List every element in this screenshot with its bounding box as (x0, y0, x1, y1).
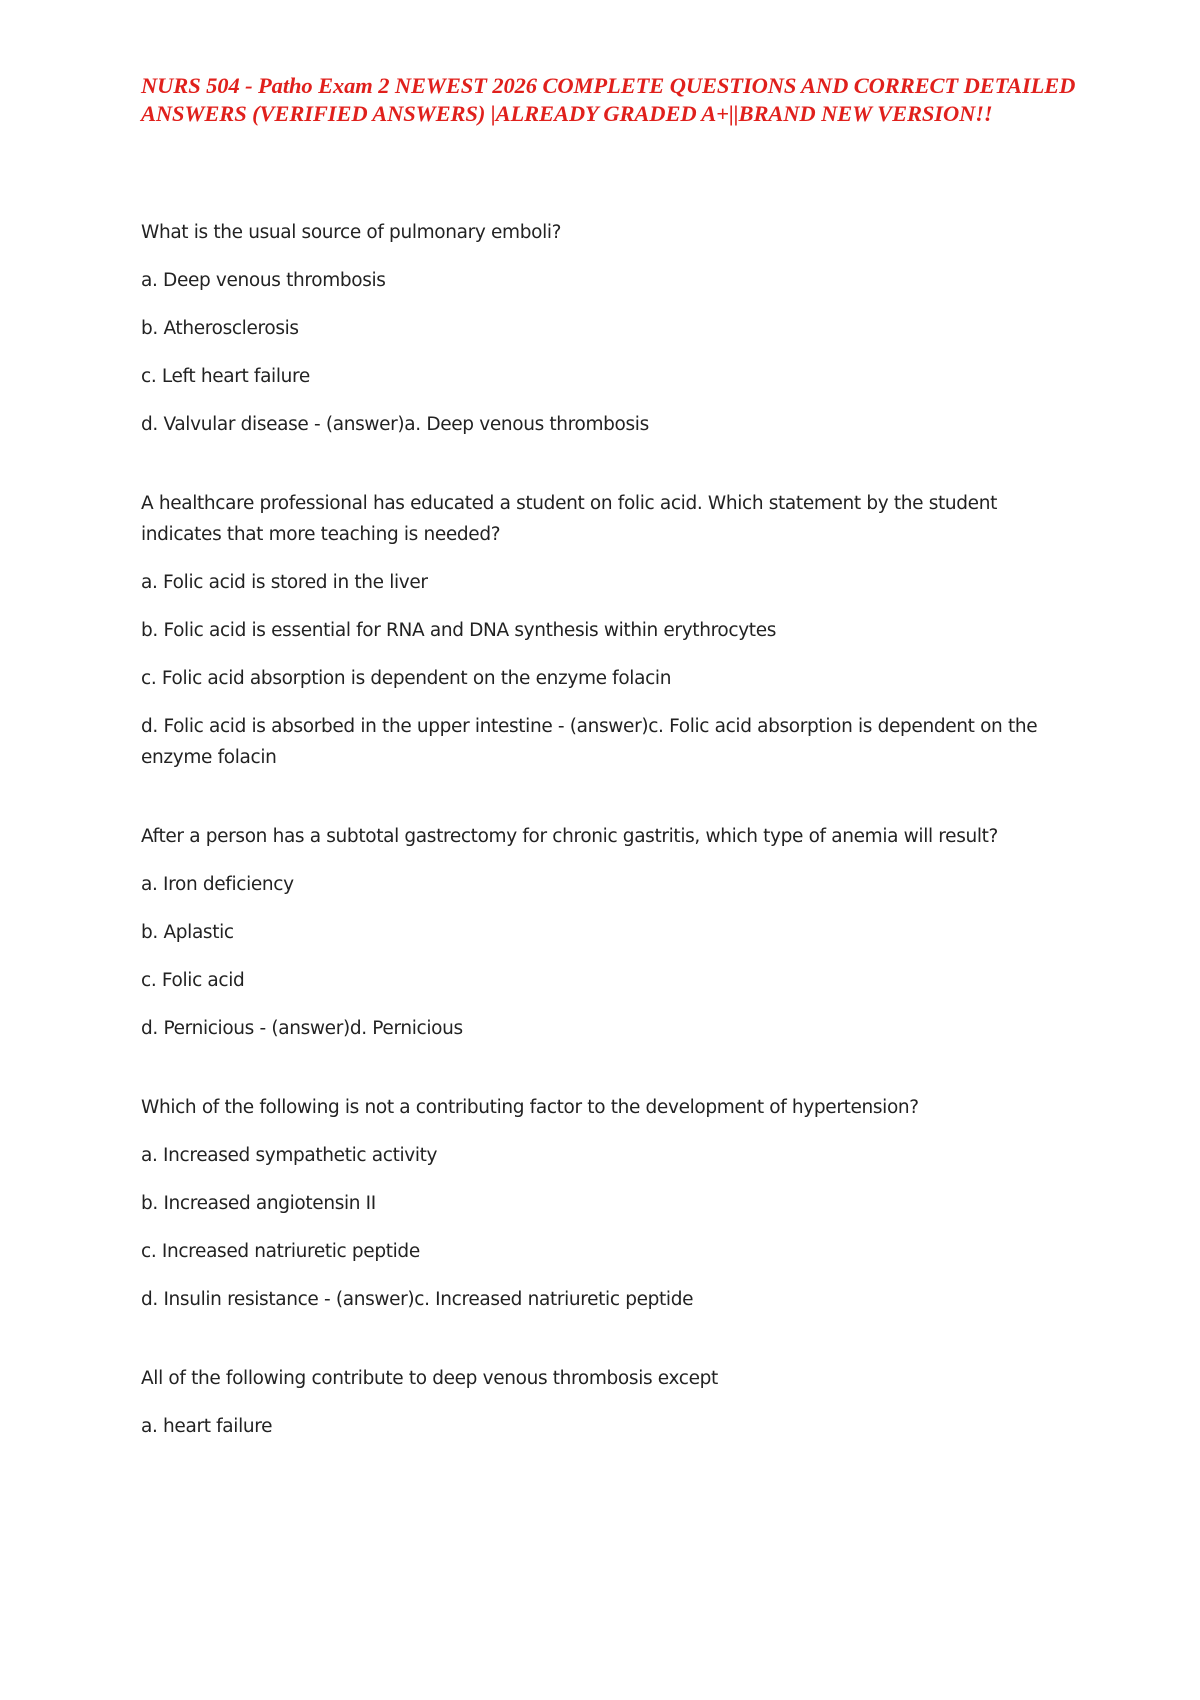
answer-option: b. Atherosclerosis (141, 318, 299, 339)
answer-option: d. Folic acid is absorbed in the upper intestine - (answer)c. Folic acid absorption is dependent on the enzyme folacin (141, 716, 1038, 768)
answer-option: c. Folic acid (141, 970, 245, 991)
question-block (141, 217, 1061, 440)
answer-option: c. Increased natriuretic peptide (141, 1241, 420, 1262)
answer-option: d. Insulin resistance - (answer)c. Increased natriuretic peptide (141, 1289, 694, 1310)
question-text: A healthcare professional has educated a student on folic acid. Which statement by the student indicates that more teaching is needed? (141, 493, 997, 545)
answer-option: a. Iron deficiency (141, 874, 294, 895)
question-block (141, 821, 1061, 1044)
question-block (141, 1363, 1061, 1442)
answer-option: d. Pernicious - (answer)d. Pernicious (141, 1018, 463, 1039)
question-text: All of the following contribute to deep venous thrombosis except (141, 1368, 718, 1389)
question-text: What is the usual source of pulmonary emboli? (141, 222, 562, 243)
answer-option: a. Increased sympathetic activity (141, 1145, 438, 1166)
answer-option: c. Folic acid absorption is dependent on the enzyme folacin (141, 668, 672, 689)
answer-option: c. Left heart failure (141, 366, 310, 387)
answer-option: a. heart failure (141, 1416, 273, 1437)
answer-option: b. Aplastic (141, 922, 234, 943)
answer-option: d. Valvular disease - (answer)a. Deep venous thrombosis (141, 414, 649, 435)
question-list (141, 217, 1061, 1490)
question-block (141, 488, 1061, 773)
question-text: After a person has a subtotal gastrectomy for chronic gastritis, which type of anemia will result? (141, 826, 999, 847)
answer-option: b. Folic acid is essential for RNA and DNA synthesis within erythrocytes (141, 620, 777, 641)
answer-option: b. Increased angiotensin II (141, 1193, 376, 1214)
question-block (141, 1092, 1061, 1315)
answer-option: a. Folic acid is stored in the liver (141, 572, 428, 593)
answer-option: a. Deep venous thrombosis (141, 270, 386, 291)
question-text: Which of the following is not a contributing factor to the development of hypertension? (141, 1097, 919, 1118)
document-title: NURS 504 - Patho Exam 2 NEWEST 2026 COMPLETE QUESTIONS AND CORRECT DETAILED ANSWERS (VERIFIED ANSWERS) |ALREADY GRADED A+||BRAND NEW VERSION!! (141, 73, 1076, 126)
